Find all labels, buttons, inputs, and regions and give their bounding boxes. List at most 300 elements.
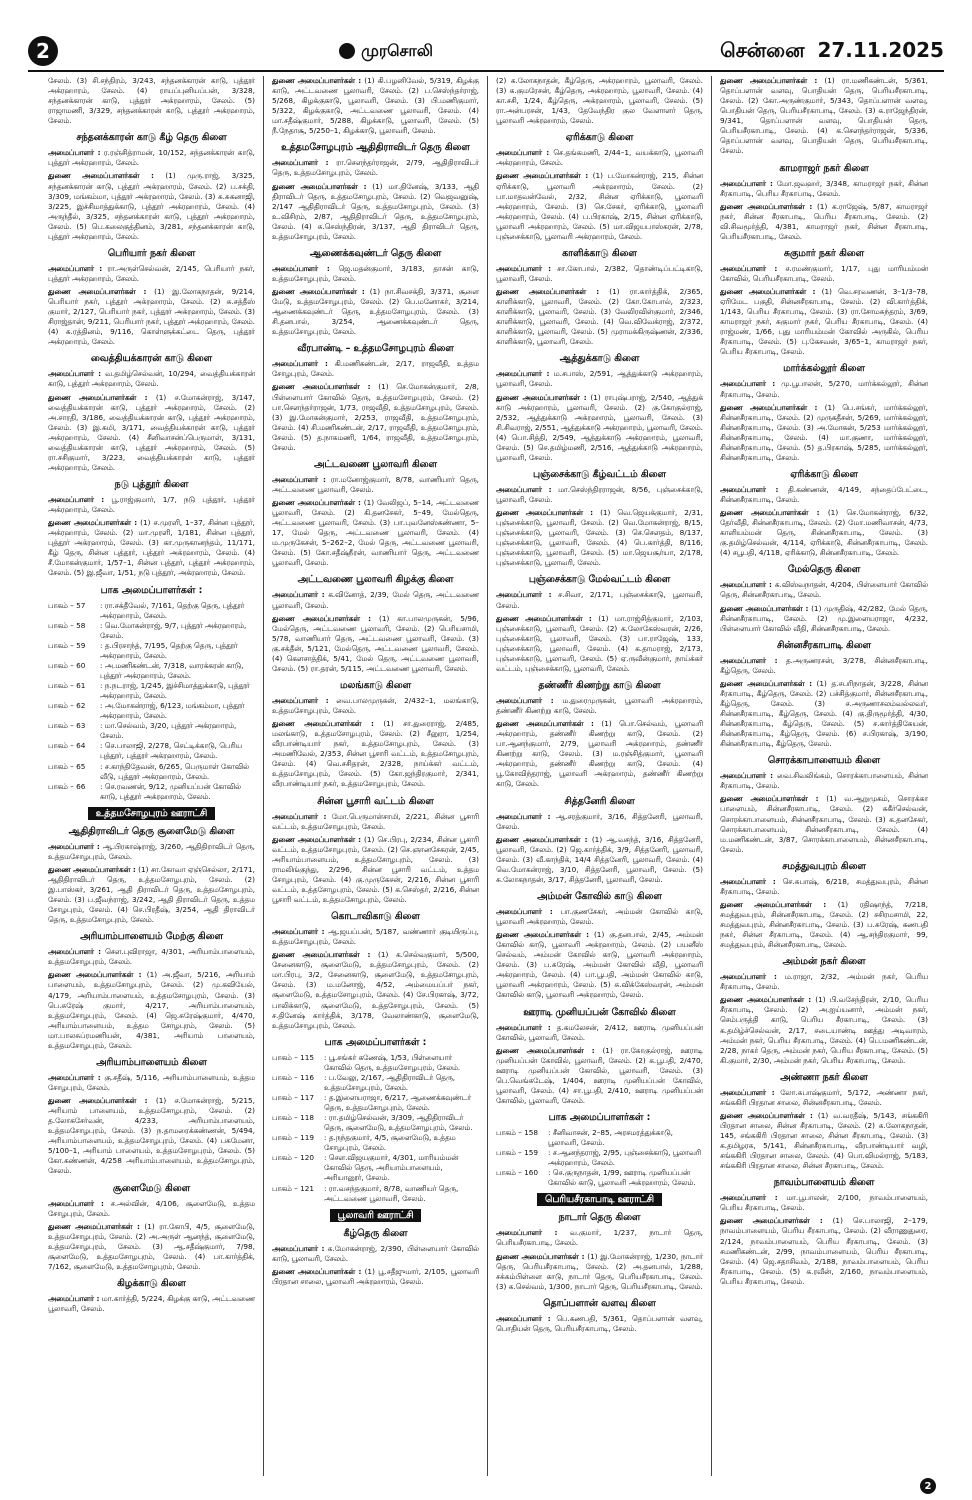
role-label: துணை அமைப்பாளர்கள் :	[720, 678, 813, 688]
member-paragraph	[272, 614, 479, 674]
branch-title: சந்தனக்காரன் காடு கீழ் தெரு கிளை	[76, 132, 227, 144]
member-paragraph	[48, 495, 255, 515]
branch-title: நாவம்பாளையம் கிளை	[773, 1177, 875, 1189]
member-paragraph	[272, 1267, 479, 1287]
masthead	[28, 34, 944, 68]
member-paragraph	[720, 264, 928, 284]
branch-title: ஆத்துக்காடு கிளை	[559, 353, 640, 365]
member-paragraph	[496, 812, 703, 832]
member-paragraph	[720, 877, 928, 897]
role-label: அமைப்பாளர் :	[272, 590, 325, 600]
branch-block	[272, 248, 479, 337]
booth-organizers-heading: பாக அமைப்பாளர்கள் :	[100, 584, 203, 596]
role-label: துணை அமைப்பாளர்கள் :	[48, 171, 154, 181]
booth-row	[48, 661, 255, 681]
column-1	[40, 76, 264, 1476]
brand-logo-icon	[339, 43, 355, 59]
branch-title: சித்தனேரி கிளை	[564, 795, 635, 807]
booth-organizer: : ரா.தமிழ்செல்வன், 3/309, ஆதிதிராவிடர் தெரு, சூளைமேடு, உத்தமசோழபுரம், சேலம்.	[324, 1113, 473, 1133]
brand-name: முரசொலி	[361, 40, 434, 60]
member-paragraph	[496, 719, 703, 789]
branch-block	[496, 469, 703, 569]
member-paragraph	[48, 264, 255, 284]
branch-block	[272, 1037, 479, 1204]
member-paragraph	[272, 835, 479, 905]
booth-number: பாகம் – 64	[48, 741, 86, 751]
role-label: துணை அமைப்பாளர்கள் :	[720, 508, 820, 518]
role-label: அமைப்பாளர் :	[720, 972, 777, 982]
role-label: அமைப்பாளர் :	[48, 841, 100, 851]
branch-title: கிழக்காடு கிளை	[117, 1277, 186, 1289]
member-paragraph	[720, 771, 928, 791]
role-label: துணை அமைப்பாளர்கள் :	[48, 864, 136, 874]
member-paragraph	[496, 1228, 703, 1248]
role-label: துணை அமைப்பாளர்கள் :	[496, 392, 587, 402]
member-paragraph	[48, 1294, 255, 1314]
member-text: (1) செ.பிரபு, 2/234, சின்ன பூசாரி வட்டம், உத்தமசோழபுரம், சேலம். (2) செ.ஞானசேகரன், 2/45, அரியாம்பாளையம், உத்தமசோழபுரம், சேலம். (3) ராமலிங்குந்து, 2/296, சின்ன பூசாரி வட்டம், உத்தம சோழபுரம், சேலம். (4) கு.முருகேசன், 2/216, சின்ன பூசாரி வட்டம், உத்தசோழபுரம், சேலம். (5) க.செஸ்தர், 2/216, சின்ன பூசாரி வட்டம், உத்தமசோழபுரம், சேலம்.	[272, 834, 480, 904]
member-text: ச.சிவா, 2/171, புஞ்சைக்காடு, பூலாவரி, சேலம்.	[496, 590, 703, 610]
member-paragraph	[720, 76, 928, 157]
role-label: அமைப்பாளர் :	[272, 695, 329, 705]
branch-block	[272, 911, 479, 1031]
branch-title: அரியாம்பாளையம் கிளை	[96, 1056, 207, 1068]
branch-block	[496, 680, 703, 790]
booth-organizer: : செ.பாலாஜி, 2/278, செட்டிக்காடு, பெரிய புத்தூர், புத்தூர் அக்ரஹாரம், சேலம்.	[100, 741, 242, 761]
branch-title: தண்ணீர் கிணற்று காடு கிளை	[538, 679, 661, 691]
member-paragraph	[272, 158, 479, 178]
booth-organizer: : செ.குருநாதன், 1/99, ஊராடி முனியப்பன் கோவில் காடு, பூலாவரி அக்ரஹாரம், சேலம்.	[548, 1168, 696, 1188]
branch-title: ஆதிதிராவிடர் தெரு சூளைமேடு கிளை	[68, 825, 235, 837]
panchayat-heading	[48, 808, 255, 820]
branch-title: ஏரிக்காடு கிளை	[565, 132, 634, 144]
booth-organizer: : அ.மோகன்ராஜ், 6/123, மங்கம்மா, புத்தூர் அக்ரஹாரம், சேலம்.	[100, 701, 245, 721]
booth-number: பாகம் – 63	[48, 721, 86, 731]
issue-date: 27.11.2025	[817, 37, 944, 62]
role-label: துணை அமைப்பாளர்கள் :	[48, 287, 147, 296]
booth-row	[48, 601, 255, 621]
member-paragraph	[496, 1252, 703, 1292]
branch-block	[496, 76, 703, 126]
member-text: (1) ரதிஷாந்த், 7/218, சமத்துவபுரம், சின்னசீரகாபாடி, சேலம். (2) சசிரமசாமி, 22, சமத்துவபுரம், சின்னசீரகாபாடி, சேலம். (3) ப.சுரேஷ், கணபதி நகர், சின்ன சீரகாபாடி, சேலம். (4) ஆ.சந்திரகுமார், 99, சமத்துவபுரம், சின்னசீரகாபாடி, சேலம்.	[720, 899, 928, 950]
member-paragraph	[720, 580, 928, 600]
member-text: (1) ரா.கார்த்திக், 2/365, காளிக்காடு, பூலாவரி, சேலம். (2) கோ.கோபால், 2/323, காளிக்காடு, பூலாவரி, சேலம். (3) வேலிரவிள்குமார், 2/346, காளிக்காடு, பூலாவரி, சேலம். (4) வெ.விவேக்ராஜ், 2/372, காளிக்காடு, பூலாவரி, சேலம். (5) முராமக்கிருஷ்ணன், 2/336, காளிக்காடு, பூலாவரி, சேலம்.	[496, 287, 703, 347]
branch-title: உத்தமசோழபுரம் ஆதிதிராவிடர் தெரு கிளை	[281, 142, 470, 154]
member-paragraph	[48, 287, 255, 347]
booth-number: பாகம் – 116	[272, 1072, 314, 1082]
member-text: மா.செஸ்ந்திரராஜன், 8/56, புஞ்சைக்காடு, பூலாவரி, சேலம்.	[496, 484, 703, 504]
booth-organizer: : த.பிரசாந்த், 7/195, தெற்கு தெரு, புத்தூர் அக்ரஹாரம், சேலம்.	[100, 640, 238, 660]
branch-block	[496, 1112, 703, 1188]
member-paragraph	[272, 264, 479, 284]
member-text: சேலம். (3) சி.சந்திரம், 3/243, சந்தனக்காரன் காடு, புத்தூர் அக்ரஹாரம், சேலம். (4) ராயப்புனியப்பன், 3/328, சந்தனக்காரன் காடு, புத்தூர் அக்ரஹாரம், சேலம். (5) ராஜாமணி, 3/329, சந்தனக்காரன் காடு, புத்தூர் அக்ரஹாரம், சேலம்.	[48, 76, 255, 126]
member-paragraph	[272, 1244, 479, 1264]
member-text: (1) சா.கோவா ஏஞ்செல்லா, 2/171, ஆதிதிராவிடர் தெரு, உத்தமசோழபுரம், சேலம். (2) இ.பாஸ்கர், 3/261, ஆதி திராவிடர் தெரு, உத்தமசோழபுரம், சேலம். (3) ப.ஜீவந்ராஜ், 3/242, ஆதி திராவிடர் தெரு, உத்தம சோழபுரம், சேலம். (4) செ.பிரதீஷ், 3/254, ஆதி திராவிடர் தெரு, உத்தமசோழபுரம், சேலம்.	[48, 864, 255, 925]
branch-title: அம்மன் நகர் கிளை	[782, 956, 866, 968]
branch-title: அண்ணா நகர் கிளை	[780, 1071, 868, 1083]
booth-row	[48, 721, 255, 741]
member-paragraph	[720, 379, 928, 399]
member-paragraph	[496, 930, 703, 1000]
booth-list	[496, 1128, 703, 1188]
role-label: துணை அமைப்பாளர்கள் :	[48, 392, 148, 402]
role-label: அமைப்பாளர் :	[496, 811, 551, 821]
branch-block	[48, 248, 255, 348]
member-text: (1) வெ.சரவணன், 3–1/3–78, ஏரிமேட பகுதி, சின்னசீரகாபாடி, சேலம். (2) வி.காா்த்திக், 1/143, பெரிய சீரகாபாடி, சேலம். (3) ரா.சோமசுந்தரம், 3/69, காமராஜர் நகர், சுகுமார் நகர், பெரிய சீரகாபாடி, சேலம். (4) ராஜ்மண், 1/66, புது மாரியம்மன் கோவில் அருகில், பெரிய சீரகாபாடி, சேலம். (5) பு.கேசவன், 3/65–1, காமராஜர் நகர், பெரிய சீரகாபாடி, சேலம்.	[720, 287, 928, 357]
role-label: துணை அமைப்பாளர்கள் :	[720, 287, 816, 296]
member-text: ஆ.ஜயப்பன், 5/187, வண்ணார் குடியிருப்பு, உத்தமசோழபுரம், சேலம்.	[272, 927, 479, 947]
member-text: (1) ச.முரளி, 1–37, சின்ன புத்தூர், அக்ரஹாரம், சேலம். (2) மா.முரளி, 1/181, சின்ன புத்தூர், புத்தூர் அக்ரஹாரம், சேலம். (3) கா.முருகானந்தம், 11/171, கீழ் தெரு, சின்ன புத்தூர், புத்தூர் அக்ரஹாரம், சேலம். (4) சீ.மோகன்குமார், 1/57–1, சின்ன புத்தூர், புத்தூர் அக்ரஹாரம், சேலம். (5) இ.ஜீவா, 1/51, நடு புத்தூர், அக்ரஹாரம், சேலம்.	[48, 518, 255, 578]
branch-title: பெரியார் நகர் கிளை	[107, 247, 196, 259]
member-text: (2) க.லோகநாதன், கீழ்தெரு, அக்ரஹாரம், பூலாவரி, சேலம். (3) க.குமரேசன், கீழ்தெரு, அக்ரஹாரம், பூலாவரி, சேலம். (4) கா.சசி, 1/24, கீழ்தெரு, அக்ரஹாரம், பூலாவரி, சேலம். (5) ரா.அன்பரசன், 1/43, தேவேந்திர குல வேளாளர் தெரு, பூலாவரி அக்ரஹாரம், சேலம்.	[496, 76, 703, 126]
member-text: கு.சதீஷ், 5/116, அரியாம்பாளையம், உத்தம சோழபுரம், சேலம்.	[48, 1072, 255, 1092]
branch-block	[496, 891, 703, 1001]
issue-info	[714, 38, 944, 65]
branch-title: நடு புத்தூர் கிளை	[114, 479, 189, 490]
booth-number: பாகம் – 59	[48, 640, 86, 650]
member-paragraph	[272, 927, 479, 947]
branch-block	[48, 1183, 255, 1272]
branch-title: புஞ்சைக்காடு கீழ்வட்டம் கிளை	[533, 468, 666, 480]
role-label: துணை அமைப்பாளர்கள் :	[48, 1221, 140, 1231]
panchayat-heading-text: பூலாவரி ஊராட்சி	[330, 1209, 422, 1222]
booth-number: பாகம் – 57	[48, 600, 86, 610]
member-text: மோ.ஜவஹர், 3/348, காமராஜர் நகர், சின்ன சீரகாபாடி, பெரிய சீரகாபாடி, சேலம்.	[720, 178, 928, 198]
branch-title: அரியாம்பாளையம் மேற்கு கிளை	[80, 931, 223, 943]
member-text: ச.அல்வின், 4/106, சூளைமேடு, உத்தம சோழபுரம், சேலம்.	[48, 1198, 255, 1218]
role-label: துணை அமைப்பாளர்கள் :	[720, 1216, 823, 1226]
column-4	[712, 76, 936, 1476]
role-label: அமைப்பாளர் :	[272, 811, 327, 821]
member-text: (1) பொ.செல்வம், பூலாவரி அக்ரஹாரம், தண்ணீர் கிணற்று காடு, சேலம். (2) பா.ஆனந்குமார், 2/79, பூலாவரி அக்ரஹாரம், தண்ணீர் கிணற்று காடு, சேலம். (3) ம.ரஞ்சித்குமார், பூலாவரி அக்ரஹாரம், தண்ணீர் கிணற்று காடு, சேலம். (4) பூ.கோவிந்தராஜ், பூலாவரி அக்ரஹாரம், தண்ணீர் கிணற்று காடு, சேலம்.	[496, 719, 703, 789]
member-paragraph	[48, 1096, 255, 1177]
role-label: துணை அமைப்பாளர்கள் :	[272, 181, 367, 191]
branch-block	[496, 1007, 703, 1107]
member-text: (1) செ.பாலாஜி, 2–179, நாவம்பாளையம், பெரிய சீரகாபாடி, சேலம். (2) வீராணுதுரை, 2/124, நாவம்பாளையம், பெரிய சீரகாபாடி, சேலம். (3) சமணிகண்டன், 2/99, நாவம்பாளையம், பெரிய சீரகாபாடி, சேலம். (4) ஜெ.சதாசிவம், 2/188, நாவம்பாளையம், பெரிய சீரகாபாடி, சேலம். (5) க.ரவீன், 2/160, நாவம்பாளையம், பெரிய சீரகாபாடி, சேலம்.	[720, 1216, 928, 1286]
member-text: (1) கா.பாலமுருகன், 5/96, மேல்தெரு, அட்டவணை பூலாவரி, சேலம். (2) பெரியசாமி, 5/78, வாணியார் தெரு, அட்டவணை பூலாவரி, சேலம். (3) கு.சக்தீன், 5/121, மேல்தெரு, அட்டவணை பூலாவரி, சேலம். (4) கௌசாத்திக், 5/41, மேல் தெரு, அட்டவணை பூலாவரி, சேலம். (5) ரா.தரன், 5/115, அட்டவணை பூலாவரி, சேலம்.	[272, 613, 479, 673]
booth-row	[48, 741, 255, 761]
role-label: அமைப்பாளர் :	[496, 148, 550, 158]
branch-block	[720, 956, 928, 1066]
booth-row	[48, 762, 255, 782]
member-text: (1) ரா.மணிகண்டன், 5/361, தொப்பளான் வளவு, பொதியன் தெரு, பெரியசீரகாபாடி, சேலம். (2) கோ.அருண்குமார், 5/343, தொப்பளான் வளவு, பொதியன் தெரு, பெரியசீரகாபாடி, சேலம். (3) க.ராஜேந்திரன், 9/341, தொப்பளான் வளவு, பொதியன் தெரு, பெரியசீரகாபாடி, சேலம். (4) க.சௌந்தர்ராஜன், 5/336, தொப்பளான் வளவு, பொதியன் தெரு, பெரியசீரகாபாடி, சேலம்.	[720, 76, 928, 156]
branch-title: மார்க்கல்லூர் கிளை	[783, 363, 865, 375]
member-text: க.வினோத், 2/39, மேல் தெரு, அட்டவணை பூலாவரி, சேலம்.	[272, 590, 479, 610]
branch-block	[48, 1057, 255, 1177]
booth-number: பாகம் – 120	[272, 1153, 314, 1163]
role-label: அமைப்பாளர் :	[272, 927, 325, 937]
role-label: அமைப்பாளர் :	[272, 1243, 325, 1253]
branch-block	[496, 1194, 703, 1291]
branch-block	[496, 1298, 703, 1334]
role-label: அமைப்பாளர் :	[720, 1193, 778, 1203]
member-text: (1) பி.வசேந்திரன், 2/10, பெரிய சீரகாபாடி, சேலம். (2) அ.ஐய்யனார், அம்மன் நகர், செம்பருத்தி காடு, பெரிய சீரகாபாடி, சேலம். (3) க.தமிழ்ச்செல்வன், 2/17, சடையாண்டி ஊத்து அடிவாரம், அம்மன் நகர், பெரிய சீரகாபாடி, சேலம். (4) பெ.மணிகண்டன், 2/28, நாகர் தெரு, அம்மன் நகர், பெரிய சீரகாபாடி, சேலம். (5) கி.குமார், 2/30, அம்மன் நகர், பெரிய சீரகாபாடி, சேலம்.	[720, 995, 928, 1065]
role-label: அமைப்பாளர் :	[720, 876, 776, 886]
booth-number: பாகம் – 121	[272, 1183, 314, 1193]
member-text: (1) ரா.கோபி, 4/5, சூளைமேடு, உத்தமசோழபுரம், சேலம். (2) அ.அருள் ஆனந்த், சூளைமேடு, உத்தமசோழபுரம், சேலம். (3) ஆ.சதீஷ்குமார், 7/98, சூளைமேடு, உத்தமசோழபுரம், சேலம். (4) பா.கார்த்திக், 7/162, சூளைமேடு, உத்தமசோழபுரம், சேலம்.	[48, 1221, 255, 1271]
panchayat-heading-text: உத்தமசோழபுரம் ஊராட்சி	[88, 807, 216, 820]
member-text: க.விஸ்வநாதன், 4/204, பிள்ளையார் கோவில் தெரு, சின்னசீரகாபாடி, சேலம்.	[720, 580, 928, 600]
branch-title: காளிக்காடு கிளை	[562, 247, 637, 259]
booth-organizer: : மா.செல்வம், 3/20, புத்தூர் அக்ரஹாரம், சேலம்.	[100, 721, 237, 741]
role-label: அமைப்பாளர் :	[496, 1313, 551, 1323]
member-text: வ.குமார், 1/237, நாடார் தெரு, பெரியசீரகாபாடி, சேலம்.	[496, 1228, 703, 1248]
booth-organizer: : ப.வேலு, 2/167, ஆதிதிராவிடர் தெரு, உத்தமசோழபுரம், சேலம்.	[324, 1072, 456, 1092]
member-paragraph	[496, 148, 703, 168]
branch-title: சுகுமார் நகர் கிளை	[783, 247, 865, 259]
member-paragraph	[496, 907, 703, 927]
member-paragraph	[48, 970, 255, 1051]
role-label: அமைப்பாளர் :	[496, 1228, 558, 1238]
role-label: அமைப்பாளர் :	[272, 359, 328, 369]
member-text: (1) செ.மோகன்ராஜ், 6/32, தேர்வீதி, சின்னசீரகாபாடி, சேலம். (2) மோ.மணிவாசன், 4/73, காளியம்மன் தெரு, சின்னசீரகாபாடி, சேலம். (3) கு.தமிழ்செல்வன், 4/114, ஏரிக்காடு, சின்னசீரகாபாடி, சேலம். (4) சபூபதி, 4/118, ஏரிக்காடு, சின்னசீரகாபாடி, சேலம்.	[720, 508, 928, 558]
role-label: அமைப்பாளர் :	[720, 263, 778, 273]
masthead-rule	[28, 70, 944, 72]
branch-title: புஞ்சைக்காடு மேல்வட்டம் கிளை	[528, 574, 671, 586]
member-text: சா.கோபால், 2/382, தொண்டிப்பட்டிகாடு, பூலாவரி, சேலம்.	[496, 263, 703, 283]
member-paragraph	[48, 865, 255, 925]
member-text: மோ.பெருமாள்சாமி, 2/221, சின்ன பூசாரி வட்டம், உத்தமசோழபுரம், சேலம்.	[272, 811, 479, 831]
branch-block	[720, 755, 928, 855]
booth-organizer: : சீனிவாசன், 2–85, அரசமரத்துக்காடு, பூலாவரி, சேலம்.	[548, 1128, 673, 1148]
member-text: ரா.சௌந்தர்ராஜன், 2/79, ஆதிதிராவிடர் தெரு, உத்தமசோழபுரம், சேலம்.	[272, 158, 479, 178]
branch-title: சமத்துவபுரம் கிளை	[782, 860, 866, 872]
member-text: கி.மணிகண்டன், 2/17, ராஜவீதி, உத்தம சோழபுரம், சேலம்.	[272, 359, 479, 379]
branch-block	[496, 796, 703, 885]
role-label: துணை அமைப்பாளர்கள் :	[272, 76, 362, 85]
booth-organizer: : த.இளையராஜா, 6/217, ஆணைக்கவுண்டர் தெரு, உத்தமசோழபுரம், சேலம்.	[324, 1092, 472, 1112]
role-label: அமைப்பாளர் :	[720, 484, 779, 494]
member-text: (1) முரு.ராஜ், 3/325, சந்தனக்காரன் காடு, புத்தூர் அக்ரஹாரம், சேலம். (2) ப.சக்தி, 3/309, மங்கம்மா, புத்தூர் அக்ரஹாரம், சேலம். (3) சு.சுகனாஜி, 3/225, இச்சிமாத்துக்காடு, புத்தூர் அக்ரஹாரம், சேலம். (4) அருந்தீல், 3/325, சந்தனக்காரன் காடு, புத்தூர் அக்ரஹாரம், சேலம். (5) பெ.கலைகுத்தினம், 3/281, சந்தனக்காரன் காடு, புத்தூர் அக்ரஹாரம், சேலம்.	[48, 171, 255, 241]
member-paragraph	[272, 359, 479, 379]
booth-number: பாகம் – 61	[48, 681, 86, 690]
member-text: (1) முருதிஷ், 42/282, மேல் தெரு, சின்னசீரகாபாடி, சேலம். (2) மு.இளையராஜா, 4/232, பிள்ளையார் கோவில் வீதி, சின்னசீரகாபாடி, சேலம்.	[720, 603, 928, 633]
member-text: (1) ஆ.வசந்த், 3/16, சித்தனேரி, பூலாவரி, சேலம். (2) ஜெ.கார்த்திக், 3/9, சித்தனேரி, பூலாவரி, சேலம். (3) வீ.காந்திக், 14/4 சித்தனேரி, பூலாவரி, சேலம். (4) வெ.மோகன்ராஜ், 3/10, சித்தனேரி, பூலாவரி, சேலம். (5) சு.லோகநாதன், 3/17, சித்தனேரி, பூலாவரி, சேலம்.	[496, 834, 703, 884]
branch-title: கொடாவிகாடு கிளை	[331, 911, 420, 923]
booth-number: பாகம் – 117	[272, 1092, 314, 1102]
member-text: ரா.அருள்செல்வன், 2/145, பெரியார் நகர், புத்தூர் அக்ரஹாரம், சேலம்.	[48, 263, 255, 283]
role-label: அமைப்பாளர் :	[496, 369, 550, 379]
column-2	[264, 76, 488, 1476]
branch-title: நாடார் தெரு கிளை	[558, 1212, 641, 1224]
booth-row	[48, 621, 255, 641]
branch-title: சொரக்காபாளையம் கிளை	[767, 755, 881, 767]
role-label: துணை அமைப்பாளர்கள் :	[48, 518, 138, 528]
role-label: துணை அமைப்பாளர்கள் :	[496, 1045, 595, 1055]
member-paragraph	[720, 972, 928, 992]
role-label: துணை அமைப்பாளர்கள் :	[272, 498, 361, 507]
role-label: துணை அமைப்பாளர்கள் :	[272, 613, 372, 623]
member-text: க.மோகன்ராஜ், 2/390, பிள்ளையார் கோவில் காடு, பூலாவரி, சேலம்.	[272, 1243, 479, 1263]
column-3	[488, 76, 712, 1476]
page-number-badge: 2	[28, 36, 58, 66]
member-paragraph	[496, 1314, 703, 1334]
member-paragraph	[272, 950, 479, 1031]
member-paragraph	[720, 1193, 928, 1213]
member-text: மா.கார்த்தி, 5/224, கிழக்கு காடு, அட்டவணை பூலாவரி, சேலம்.	[48, 1293, 255, 1313]
branch-block	[272, 343, 479, 453]
member-text: தி.கண்ணன், 4/149, சந்தைப்பேட்டை, சின்னசீரகாபாடி, சேலம்.	[720, 484, 928, 504]
member-paragraph	[48, 171, 255, 241]
branch-block	[720, 248, 928, 358]
role-label: துணை அமைப்பாளர்கள் :	[496, 171, 589, 181]
member-text: ர.ரஞ்சித்ராமன், 10/152, சந்தனக்காரன் காடு, புத்தூர் அக்ரஹாரம், சேலம்.	[48, 148, 255, 168]
role-label: அமைப்பாளர் :	[272, 158, 329, 168]
member-text: மா.பூபாலன், 2/100, நாவம்பாளையம், பெரிய சீரகாபாடி, சேலம்.	[720, 1193, 929, 1213]
role-label: அமைப்பாளர் :	[496, 590, 552, 600]
branch-block	[48, 585, 255, 802]
role-label: அமைப்பாளர் :	[272, 474, 326, 484]
member-text: (1) பெ.சங்கர், மார்க்கல்லூர், சின்னசீரகாபாடி, சேலம். (2) முருகதீசன், 5/269, மார்க்கல்லூர், சின்னசீரகாபாடி, சேலம். (3) அ.மோகன், 5/253 மார்க்கல்லூர், சின்னசீரகாபாடி, சேலம். (4) மா.குணா, மார்க்கல்லூர், சின்னசீரகாபாடி, சேலம். (5) த.பிரகாஷ், 5/285, மார்க்கல்லூர், சின்னசீரகாபாடி, சேலம்.	[720, 402, 928, 462]
booth-row	[48, 701, 255, 721]
role-label: அமைப்பாளர் :	[720, 771, 774, 781]
branch-block	[496, 574, 703, 674]
branch-block	[496, 353, 703, 463]
branch-block	[272, 574, 479, 674]
member-text: மு.பூபாலன், 5/270, மார்க்கல்லூர், சின்ன சீரகாபாடி, சேலம்.	[720, 379, 928, 399]
branch-block	[272, 459, 479, 569]
member-text: (1) நா.சிவசக்தி, 3/371, சூளை மேடு, உத்தமசோழபுரம், சேலம். (2) பெ.மனோகர், 3/214, ஆணைக்கவுண்டர் தெரு, உத்தமசோழபுரம், சேலம். (3) சி.தனபால், 3/254, ஆணைக்கவுண்டர் தெரு, உத்தமசோழபுரம், சேலம்.	[272, 287, 479, 337]
member-text: (1) செ.மோகன்குமார், 2/8, பிள்ளையார் கோவில் தெரு, உத்தமசோழபுரம், சேலம். (2) பா.சௌந்தர்ராஜன், 1/73, ராஜவீதி, உத்தமசோழபுரம், சேலம். (3) இ.மோகன்குமார், 2/253, ராஜவீதி, உத்தமசோழபுரம், சேலம். (4) சி.மணிகண்டன், 2/17, ராஜவீதி, உத்தமசோழபுரம், சேலம். (5) த.நாகமணி, 1/64, ராஜவீதி, உத்தமசோழபுரம், சேலம்.	[272, 382, 479, 452]
booth-organizer: : த.நந்தகுமார், 4/5, சூளைமேடு, உத்தம சோழபுரம், சேலம்.	[324, 1133, 456, 1153]
role-label: அமைப்பாளர் :	[496, 695, 554, 705]
member-text: ச.ரமண்குமார், 1/17, புது மாரியம்மன் கோவில், பெரியசீரகாபாடி, சேலம்.	[720, 263, 929, 283]
member-paragraph	[720, 1088, 928, 1108]
role-label: துணை அமைப்பாளர்கள் :	[272, 719, 374, 729]
role-label: துணை அமைப்பாளர்கள் :	[720, 201, 813, 211]
branch-block	[272, 680, 479, 790]
booth-organizer: : அ.மணிகண்டன், 7/318, வாரக்கரன் காடு, புத்தூர் அக்ரஹாரம், சேலம்.	[100, 660, 244, 680]
member-paragraph	[272, 287, 479, 337]
branch-block	[272, 796, 479, 906]
member-text: வ.தமிழ்செல்வன், 10/294, வைத்தியக்காரன் காடு, புத்தூர் அக்ரஹாரம், சேலம்.	[48, 369, 256, 389]
booth-row	[496, 1128, 703, 1148]
brand	[339, 41, 433, 62]
role-label: துணை அமைப்பாளர்கள் :	[720, 76, 818, 85]
member-paragraph	[48, 518, 255, 578]
member-paragraph	[272, 382, 479, 452]
branch-block	[720, 163, 928, 242]
member-text: ரா.மனோஜ்குமார், 8/78, வாணியார் தெரு, அட்டவணை பூலாவரி, சேலம்.	[272, 474, 479, 494]
member-paragraph	[496, 264, 703, 284]
branch-block	[48, 132, 255, 242]
role-label: அமைப்பாளர் :	[48, 369, 102, 379]
branch-block	[272, 1210, 479, 1287]
booth-number: பாகம் – 115	[272, 1052, 314, 1062]
member-paragraph	[496, 287, 703, 347]
member-paragraph	[496, 614, 703, 674]
member-text: (1) த.சபரிநாதன், 3/228, சின்ன சீரகாபாடி, கீழ்தெரு, சேலம். (2) பச்சித்குமார், சின்னசீரகாபாடி, கீழ்தெரு, சேலம். (3) ச.அருணாசலம்வல்லவர், சின்னசீரகாபாடி, கீழ்தெரு, சேலம். (4) கு.திருமூர்த்தி, 4/30, சின்னசீரகாபாடி, கீழ்தெரு, சேலம். (5) ச.கார்த்திகேயன், சின்னசீரகாபாடி, கீழ்தெரு, சேலம். (6) ச.பிரகாஷ், 3/190, சின்னசீரகாபாடி, கீழ்தெரு, சேலம்.	[720, 678, 928, 749]
booth-row	[272, 1184, 479, 1204]
member-paragraph	[48, 148, 255, 168]
member-paragraph	[272, 812, 479, 832]
member-paragraph	[720, 202, 928, 242]
booth-number: பாகம் – 60	[48, 660, 86, 670]
booth-number: பாகம் – 66	[48, 781, 86, 791]
branch-block	[48, 479, 255, 579]
role-label: துணை அமைப்பாளர்கள் :	[272, 834, 362, 844]
member-paragraph	[496, 1023, 703, 1043]
booth-organizers-heading: பாக அமைப்பாளர்கள் :	[324, 1036, 427, 1048]
booth-row	[48, 641, 255, 661]
member-text: (1) ச.மோகன்ராஜ், 3/147, வைத்தியக்காரன் காடு, புத்தூர் அக்ரஹாரம், சேலம். (2) அ.சாரதி, 3/186, வைத்தியக்காரன் காடு, புத்தூர் அக்ரஹாரம், சேலம். (3) இ.சுமி, 3/171, வைத்தியக்காரன் காடு, புத்தூர் அக்ரஹாரம், சேலம். (4) சீனிவாசன்ப்பெருமாள், 3/131, வைத்தியக்காரன் காடு, புத்தூர் அக்ரஹாரம், சேலம். (5) ரா.சசிகுமார், 3/223, வைத்தியக்காரன் காடு, புத்தூர் அக்ரஹாரம், சேலம்.	[48, 392, 255, 472]
member-paragraph	[720, 794, 928, 854]
role-label: துணை அமைப்பாளர்கள் :	[720, 899, 827, 909]
booth-number: பாகம் – 58	[48, 620, 86, 630]
member-paragraph	[272, 76, 479, 136]
member-text: (1) மா.ராஜ்சித்குமார், 2/103, புஞ்சைக்காடு, பூலாவரி, சேலம். (2) க.லோகேஸ்வரன், 2/26, புஞ்சைக்காடு, பூலாவரி, சேலம். (3) பா.ராஜேஷ், 133, புஞ்சைக்காடு, பூலாவரி, சேலம். (4) க.தாமராஜ், 2/173, புஞ்சைக்காடு, பூலாவரி, சேலம். (5) ஏ.ருவீன்குமார், நாய்க்கர் வட்டம், புஞ்சைக்காடு, பூலாவரி, சேலம்.	[496, 613, 703, 673]
member-paragraph	[48, 842, 255, 862]
role-label: அமைப்பாளர் :	[496, 484, 552, 494]
booth-number: பாகம் – 160	[496, 1168, 538, 1178]
branch-block	[720, 640, 928, 750]
role-label: அமைப்பாளர் :	[720, 580, 772, 590]
role-label: துணை அமைப்பாளர்கள் :	[496, 613, 592, 623]
member-text: லோ.சுபாஷ்குமார், 5/172, அண்ணா நகர், சங்ககிரி பிரதான சாலை, சின்னசீரகாபாடி, சேலம்.	[720, 1087, 928, 1107]
panchayat-heading-text: பெரியசீரகாபாடி ஊராட்சி	[537, 1193, 662, 1206]
booth-organizer: : வெ.மோகன்ராஜ், 9/7, புத்தூர் அக்ரஹாரம், சேலம்.	[100, 620, 247, 640]
branch-block	[48, 931, 255, 1051]
role-label: துணை அமைப்பாளர்கள் :	[720, 794, 819, 804]
branch-title: மேல்தெரு கிளை	[787, 564, 861, 576]
member-paragraph	[720, 604, 928, 634]
branch-block	[48, 76, 255, 126]
branch-title: தொப்பளான் வளவு கிளை	[543, 1297, 656, 1309]
role-label: துணை அமைப்பாளர்கள் :	[720, 1110, 813, 1120]
booth-organizer: : ரா.சக்தீவேல், 7/161, தெற்கு தெரு, புத்தூர் அக்ரஹாரம், சேலம்.	[100, 600, 245, 620]
role-label: துணை அமைப்பாளர்கள் :	[496, 719, 594, 729]
role-label: அமைப்பாளர் :	[720, 655, 778, 665]
footer-page-number: 2	[920, 1478, 936, 1494]
member-text: (1) ரா.கோகுல்ராஜ், ஊராடி முனியப்பன் கோவில், பூலாவரி, சேலம். (2) க.பூபதி, 2/470, ஊராடி முனியப்பன் கோவில், பூலாவரி, சேலம். (3) பெ.வெங்கடேஷ், 1/404, ஊராடி முனியப்பன் கோவில், பூலாவரி, சேலம். (4) சா.பூபதி, 2/410, ஊராடி முனியப்பன் கோவில், பூலாவரி, சேலம்.	[496, 1045, 703, 1105]
booth-number: பாகம் – 65	[48, 761, 86, 771]
booth-organizer: : ச.காந்திதேவன், 6/265, பெருமாள் கோவில் வீடு, புத்தூர் அக்ரஹாரம், சேலம்.	[100, 761, 250, 781]
role-label: துணை அமைப்பாளர்கள் :	[496, 1251, 585, 1261]
branch-title: சின்ன பூசாரி வட்டம் கிளை	[317, 795, 434, 807]
member-text: (1) வேலிஜப், 5–14, அட்டவணை பூலாவரி, சேலம். (2) கி.தனசேகர், 5–49, மேல்தெரு, அட்டவணை பூலாவரி, சேலம். (3) பா.புவனேஸ்கண்ணா, 5–17, மேல் தெரு, அட்டவணை பூலாவரி, சேலம். (4) ம.முருகேசன், 5–262–2, மேல் தெரு, அட்டவணை பூலாவரி, சேலம். (5) கோ.சதீஷ்நீரன், வாணியார் தெரு, அட்டவணை பூலாவரி, சேலம்.	[272, 498, 479, 568]
branch-title: வீரபாண்டி – உத்தமசோழபுரம் கிளை	[297, 343, 454, 355]
booth-organizer: : ச.ஆனந்தராஜ், 2/95, புஞ்சைக்காடு, பூலாவரி அக்ரஹாரம், சேலம்.	[548, 1148, 701, 1168]
member-paragraph	[720, 287, 928, 357]
article-columns	[40, 76, 936, 1476]
role-label: அமைப்பாளர் :	[48, 495, 105, 504]
member-text: செ.தங்கமணி, 2/44–1, வயக்காடு, பூலாவரி அக்ரஹாரம், சேலம்.	[496, 148, 703, 168]
branch-block	[720, 469, 928, 558]
role-label: அமைப்பாளர் :	[720, 1087, 775, 1097]
branch-block	[720, 564, 928, 633]
member-text: (1) சா.துரைராஜ், 2/485, மலங்காடு, உத்தமசோழபுரம், சேலம். (2) சீனுரா, 1/254, வீரபாண்டியார் நகர், உத்தமசோழபுரம், சேலம். (3) அமணிவேல், 2/353, சின்ன பூசாரி வட்டம், உத்தமசோழபுரம், சேலம். (4) வெ.சசிதரன், 2/328, நாய்க்கர் வட்டம், உத்தமசோழபுரம், சேலம். (5) கோ.ஜந்திரகுமார், 2/341, வீரபாண்டியார் நகர், உத்தமசோழபுரம், சேலம்.	[272, 719, 479, 789]
member-paragraph	[720, 656, 928, 676]
member-paragraph	[48, 1222, 255, 1272]
member-paragraph	[720, 403, 928, 463]
member-text: (1) ராபுஷ்பராஜ், 2/540, ஆத்துக் காடு அக்ரஹாரம், பூலாவரி, சேலம். (2) கு.கோகுல்ராஜ், 2/532, ஆத்துக்காடு அக்ரஹாரம், பூலாவரி, சேலம். (3) சி.சிவராஜ், 2/551, ஆத்துக்காடு அக்ரஹாரம், பூலாவரி, சேலம். (4) பொ.சித்தி, 2/549, ஆத்துக்காடு அக்ரஹாரம், பூலாவரி, சேலம். (5) செ.தமிழ்மணி, 2/516, ஆத்துக்காடு அக்ரஹாரம், பூலாவரி, சேலம்.	[496, 392, 703, 462]
member-paragraph	[48, 76, 255, 126]
member-paragraph	[48, 393, 255, 474]
booth-row	[496, 1168, 703, 1188]
branch-title: அட்டவணை பூலாவரி கிழக்கு கிளை	[297, 574, 454, 586]
member-text: ம.சபாஸ், 2/591, ஆத்துக்காடு அக்ரஹாரம், பூலாவரி, சேலம்.	[496, 369, 703, 389]
branch-title: சூளைமேடு கிளை	[112, 1182, 191, 1194]
member-text: (1) வெ.ஜெயக்குமார், 2/31, புஞ்சைக்காடு, பூலாவரி, சேலம். (2) வெ.மோகன்ராஜ், 8/15, புஞ்சைக்காடு, பூலாவரி, சேலம். (3) செ.சௌதம், 8/137, புஞ்சைக்காடு, பூலாவரி, சேலம். (4) பெ.கார்த்தி, 8/116, புஞ்சைக்காடு, பூலாவரி, சேலம். (5) மா.ஜெயசூர்யா, 2/178, புஞ்சைக்காடு, பூலாவரி, சேலம்.	[496, 508, 704, 568]
member-paragraph	[272, 590, 479, 610]
branch-block	[48, 353, 255, 473]
role-label: அமைப்பாளர் :	[272, 263, 330, 273]
member-paragraph	[720, 485, 928, 505]
member-paragraph	[720, 1216, 928, 1286]
role-label: துணை அமைப்பாளர்கள் :	[720, 995, 812, 1005]
member-paragraph	[48, 369, 255, 389]
member-text: செ.சுபாஷ், 6/218, சமத்துவபுரம், சின்ன சீரகாபாடி, சேலம்.	[720, 876, 928, 896]
member-paragraph	[496, 508, 703, 568]
